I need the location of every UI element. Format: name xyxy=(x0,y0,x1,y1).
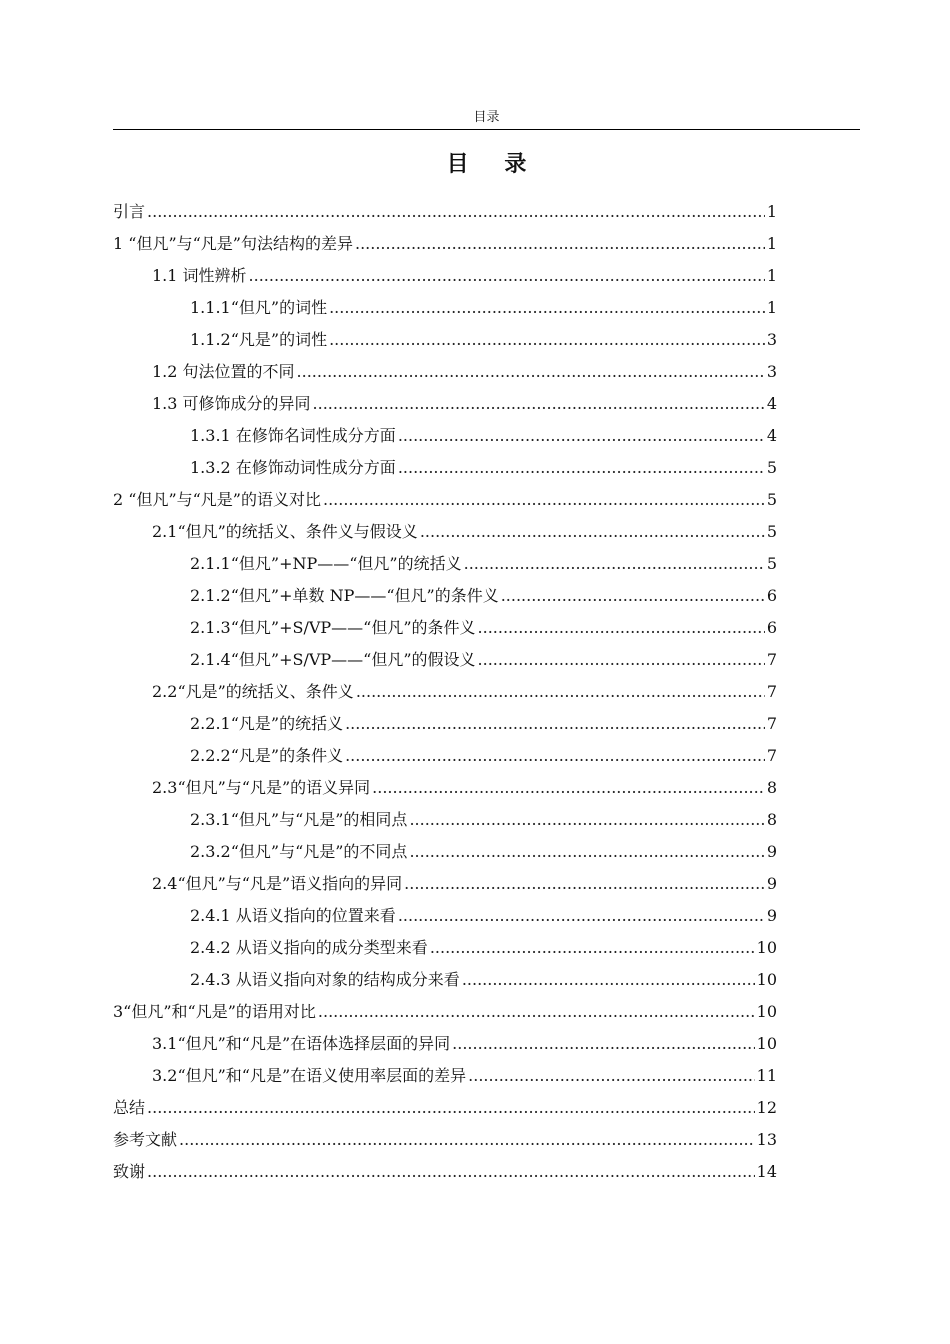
toc-leader-dots xyxy=(249,262,765,290)
toc-entry-page: 7 xyxy=(766,714,777,733)
toc-entry-page: 6 xyxy=(766,586,777,605)
toc-entry-page: 5 xyxy=(766,554,777,573)
toc-entry[interactable] xyxy=(113,838,777,870)
toc-entry[interactable] xyxy=(113,774,777,806)
toc-entry-label: 2.4.1 从语义指向的位置来看 xyxy=(190,906,396,925)
toc-leader-dots xyxy=(398,454,765,482)
toc-leader-dots xyxy=(452,1030,754,1058)
toc-entry-page: 7 xyxy=(766,650,777,669)
toc-entry[interactable] xyxy=(113,582,777,614)
toc-entry-page: 4 xyxy=(766,426,777,445)
toc-entry[interactable] xyxy=(113,422,777,454)
toc-entry-label: 1.2 句法位置的不同 xyxy=(152,362,295,381)
toc-entry[interactable] xyxy=(113,742,777,774)
toc-entry[interactable] xyxy=(113,806,777,838)
toc-leader-dots xyxy=(323,486,765,514)
toc-entry[interactable] xyxy=(113,230,777,262)
running-header: 目录 xyxy=(473,110,500,125)
toc-entry-label: 2.3.2“但凡”与“凡是”的不同点 xyxy=(190,842,408,861)
toc-leader-dots xyxy=(355,230,765,258)
toc-leader-dots xyxy=(478,646,765,674)
toc-entry-label: 总结 xyxy=(113,1098,146,1117)
toc-entry-page: 12 xyxy=(756,1098,777,1117)
toc-entry-label: 1.1 词性辨析 xyxy=(152,266,247,285)
toc-entry[interactable] xyxy=(113,454,777,486)
toc-entry-page: 10 xyxy=(756,938,777,957)
toc-leader-dots xyxy=(478,614,765,642)
toc-entry-label: 2.4.3 从语义指向对象的结构成分来看 xyxy=(190,970,460,989)
toc-entry-label: 2.1.3“但凡”+S/VP——“但凡”的条件义 xyxy=(190,618,476,637)
toc-leader-dots xyxy=(398,902,765,930)
toc-entry-page: 14 xyxy=(756,1162,777,1181)
toc-leader-dots xyxy=(147,1158,755,1186)
toc-entry-page: 6 xyxy=(766,618,777,637)
toc-leader-dots xyxy=(404,870,765,898)
toc-entry-label: 3“但凡”和“凡是”的语用对比 xyxy=(113,1002,316,1021)
toc-leader-dots xyxy=(147,198,765,226)
toc-leader-dots xyxy=(313,390,765,418)
toc-leader-dots xyxy=(345,710,765,738)
toc-leader-dots xyxy=(501,582,765,610)
toc-list xyxy=(113,198,777,1190)
toc-entry[interactable] xyxy=(113,262,777,294)
toc-entry[interactable] xyxy=(113,294,777,326)
toc-entry[interactable] xyxy=(113,518,777,550)
toc-entry-label: 2.2“凡是”的统括义、条件义 xyxy=(152,682,354,701)
toc-entry-label: 2.3.1“但凡”与“凡是”的相同点 xyxy=(190,810,408,829)
toc-entry[interactable] xyxy=(113,998,777,1030)
toc-entry-label: 2.1.4“但凡”+S/VP——“但凡”的假设义 xyxy=(190,650,476,669)
toc-entry[interactable] xyxy=(113,1030,777,1062)
toc-entry[interactable] xyxy=(113,646,777,678)
toc-entry-label: 2.4.2 从语义指向的成分类型来看 xyxy=(190,938,428,957)
toc-entry-label: 2.2.2“凡是”的条件义 xyxy=(190,746,344,765)
toc-entry-label: 3.2“但凡”和“凡是”在语义使用率层面的差异 xyxy=(152,1066,467,1085)
toc-entry-page: 10 xyxy=(756,970,777,989)
toc-entry-page: 5 xyxy=(766,522,777,541)
toc-entry-page: 5 xyxy=(766,490,777,509)
toc-entry-label: 1.1.2“凡是”的词性 xyxy=(190,330,328,349)
toc-entry-page: 5 xyxy=(766,458,777,477)
toc-entry-page: 7 xyxy=(766,746,777,765)
toc-entry[interactable] xyxy=(113,902,777,934)
toc-leader-dots xyxy=(179,1126,755,1154)
toc-entry-label: 2.1“但凡”的统括义、条件义与假设义 xyxy=(152,522,418,541)
toc-entry-label: 致谢 xyxy=(113,1162,146,1181)
toc-entry-label: 2.1.2“但凡”+单数 NP——“但凡”的条件义 xyxy=(190,586,499,605)
toc-entry[interactable] xyxy=(113,1094,777,1126)
toc-entry-page: 1 xyxy=(766,298,777,317)
toc-entry-page: 8 xyxy=(766,810,777,829)
toc-entry-label: 2.1.1“但凡”+NP——“但凡”的统括义 xyxy=(190,554,462,573)
toc-leader-dots xyxy=(409,838,764,866)
toc-entry-label: 1.3.1 在修饰名词性成分方面 xyxy=(190,426,396,445)
toc-entry-page: 13 xyxy=(756,1130,777,1149)
toc-leader-dots xyxy=(356,678,765,706)
toc-entry-label: 2.2.1“凡是”的统括义 xyxy=(190,714,344,733)
toc-entry-page: 10 xyxy=(756,1034,777,1053)
toc-entry-label: 2.4“但凡”与“凡是”语义指向的异同 xyxy=(152,874,403,893)
toc-title: 目 录 xyxy=(446,152,541,177)
toc-entry-label: 3.1“但凡”和“凡是”在语体选择层面的异同 xyxy=(152,1034,451,1053)
toc-leader-dots xyxy=(297,358,765,386)
toc-entry-page: 1 xyxy=(766,266,777,285)
toc-leader-dots xyxy=(398,422,765,450)
toc-leader-dots xyxy=(372,774,765,802)
toc-entry-page: 9 xyxy=(766,874,777,893)
toc-entry-page: 11 xyxy=(756,1066,777,1085)
toc-leader-dots xyxy=(147,1094,755,1122)
toc-entry[interactable] xyxy=(113,550,777,582)
toc-entry[interactable] xyxy=(113,198,777,230)
toc-leader-dots xyxy=(464,550,765,578)
toc-leader-dots xyxy=(318,998,755,1026)
toc-entry-page: 1 xyxy=(766,234,777,253)
toc-entry-label: 1 “但凡”与“凡是”句法结构的差异 xyxy=(113,234,353,253)
toc-entry-label: 2 “但凡”与“凡是”的语义对比 xyxy=(113,490,321,509)
toc-leader-dots xyxy=(462,966,755,994)
toc-leader-dots xyxy=(329,294,765,322)
header-rule xyxy=(113,129,860,130)
toc-entry-label: 2.3“但凡”与“凡是”的语义异同 xyxy=(152,778,371,797)
toc-entry[interactable] xyxy=(113,966,777,998)
toc-leader-dots xyxy=(468,1062,754,1090)
toc-entry[interactable] xyxy=(113,710,777,742)
toc-entry[interactable] xyxy=(113,486,777,518)
toc-entry-label: 引言 xyxy=(113,202,146,221)
toc-entry-label: 参考文献 xyxy=(113,1130,178,1149)
toc-entry[interactable] xyxy=(113,1062,777,1094)
toc-leader-dots xyxy=(430,934,755,962)
toc-entry[interactable] xyxy=(113,870,777,902)
toc-leader-dots xyxy=(420,518,765,546)
toc-entry-page: 3 xyxy=(766,362,777,381)
toc-entry-page: 9 xyxy=(766,906,777,925)
toc-entry[interactable] xyxy=(113,390,777,422)
toc-entry-page: 10 xyxy=(756,1002,777,1021)
toc-entry-page: 9 xyxy=(766,842,777,861)
toc-entry[interactable] xyxy=(113,1158,777,1190)
toc-entry-page: 3 xyxy=(766,330,777,349)
toc-entry-page: 4 xyxy=(766,394,777,413)
toc-entry-page: 1 xyxy=(766,202,777,221)
toc-entry[interactable] xyxy=(113,678,777,710)
toc-entry-label: 1.3.2 在修饰动词性成分方面 xyxy=(190,458,396,477)
toc-entry[interactable] xyxy=(113,326,777,358)
toc-entry-label: 1.1.1“但凡”的词性 xyxy=(190,298,328,317)
toc-entry[interactable] xyxy=(113,358,777,390)
toc-entry[interactable] xyxy=(113,1126,777,1158)
toc-entry-page: 7 xyxy=(766,682,777,701)
toc-entry[interactable] xyxy=(113,614,777,646)
toc-leader-dots xyxy=(329,326,765,354)
toc-leader-dots xyxy=(345,742,765,770)
toc-entry-page: 8 xyxy=(766,778,777,797)
toc-leader-dots xyxy=(409,806,764,834)
toc-entry[interactable] xyxy=(113,934,777,966)
toc-entry-label: 1.3 可修饰成分的异同 xyxy=(152,394,311,413)
